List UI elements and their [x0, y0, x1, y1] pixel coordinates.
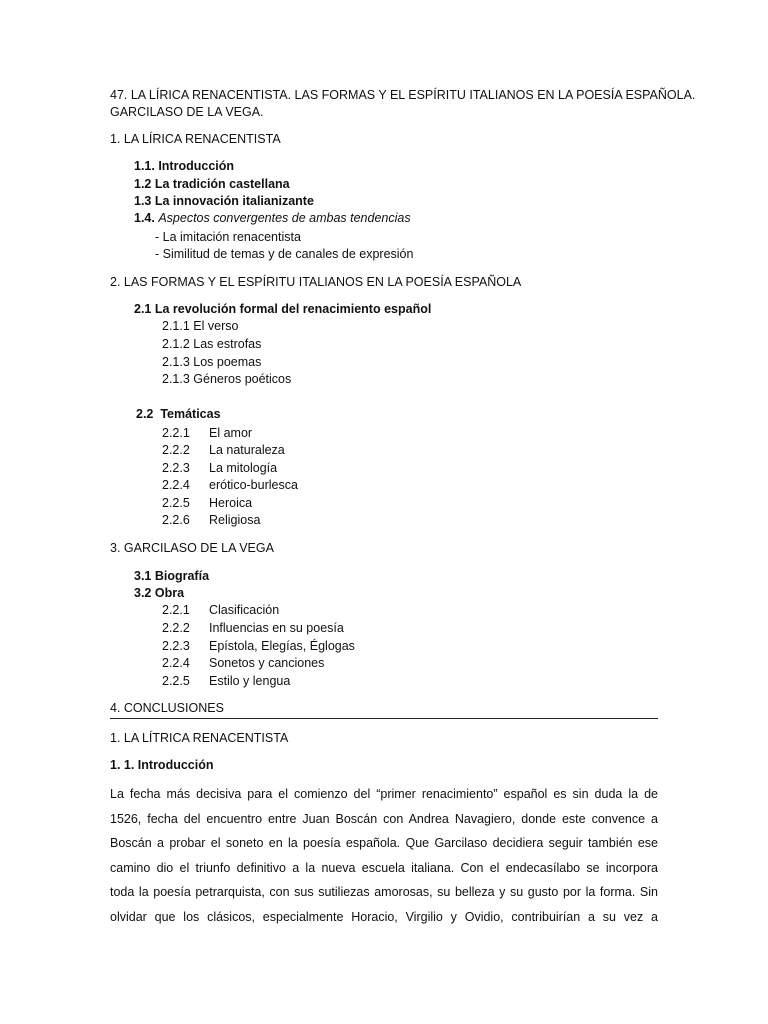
body-subheading: 1. 1. Introducción: [110, 758, 214, 772]
outline-section-2-heading: 2. LAS FORMAS Y EL ESPÍRITU ITALIANOS EN LA POESÍA ESPAÑOLA: [110, 275, 522, 289]
outline-item-1-3: 1.3 La innovación italianizante: [134, 194, 314, 208]
outline-subitem-imitacion: - La imitación renacentista: [155, 230, 301, 244]
outline-item-1-1: 1.1. Introducción: [134, 159, 235, 173]
paragraph-line: La fecha más decisiva para el comienzo del “primer renacimiento” español es sin duda la de: [110, 787, 658, 801]
outline-section-3-heading: 3. GARCILASO DE LA VEGA: [110, 541, 274, 555]
horizontal-divider: [110, 718, 658, 719]
outline-item-2-2-5: 2.2.5 Heroica: [162, 496, 253, 510]
outline-item-3-1: 3.1 Biografía: [134, 569, 210, 583]
outline-item-3-2-3: 2.2.3 Epístola, Elegías, Églogas: [162, 639, 355, 653]
outline-item-2-2-3: 2.2.3 La mitología: [162, 461, 278, 475]
outline-item-3-2-5: 2.2.5 Estilo y lengua: [162, 674, 291, 688]
outline-item-2-1-3b: 2.1.3 Géneros poéticos: [162, 372, 292, 386]
outline-item-3-2-2: 2.2.2 Influencias en su poesía: [162, 621, 344, 635]
outline-item-2-2-6: 2.2.6 Religiosa: [162, 513, 261, 527]
outline-item-2-1-2: 2.1.2 Las estrofas: [162, 337, 262, 351]
paragraph-line: toda la poesía petrarquista, con sus sutiliezas amorosas, su belleza y su gusto por la forma. Sin: [110, 885, 658, 899]
outline-section-1-heading: 1. LA LÍRICA RENACENTISTA: [110, 132, 281, 146]
outline-item-2-2: 2.2 Temáticas: [136, 407, 221, 421]
paragraph-line: Boscán a probar el soneto en la poesía española. Que Garcilaso decidiera seguir también ese: [110, 836, 658, 850]
document-title-line-2: GARCILASO DE LA VEGA.: [110, 105, 264, 119]
outline-item-3-2-4: 2.2.4 Sonetos y canciones: [162, 656, 325, 670]
paragraph-line: camino dio el triunfo definitivo a la nueva escuela italiana. Con el endecasílabo se incorpora: [110, 860, 658, 875]
outline-item-2-2-2: 2.2.2 La naturaleza: [162, 443, 285, 457]
outline-item-1-4-number: 1.4.: [134, 211, 155, 225]
outline-item-1-4: [134, 210, 411, 226]
outline-item-1-2: 1.2 La tradición castellana: [134, 177, 290, 191]
outline-item-1-4-text: Aspectos convergentes de ambas tendencias: [158, 211, 411, 225]
outline-item-2-2-4: 2.2.4 erótico-burlesca: [162, 478, 298, 492]
outline-item-2-1-1: 2.1.1 El verso: [162, 319, 239, 333]
body-paragraph: [110, 782, 658, 929]
outline-subitem-similitud: - Similitud de temas y de canales de expresión: [155, 247, 414, 261]
outline-item-2-1: 2.1 La revolución formal del renacimiento español: [134, 302, 432, 316]
document-title-line-1: 47. LA LÍRICA RENACENTISTA. LAS FORMAS Y EL ESPÍRITU ITALIANOS EN LA POESÍA ESPAÑOLA.: [110, 88, 696, 102]
outline-item-3-2-1: 2.2.1 Clasificación: [162, 603, 280, 617]
outline-section-4-heading: 4. CONCLUSIONES: [110, 701, 224, 715]
body-section-heading: 1. LA LÍTRICA RENACENTISTA: [110, 731, 289, 745]
paragraph-line: olvidar que los clásicos, especialmente Horacio, Virgilio y Ovidio, contribuirían a su vez a: [110, 909, 658, 924]
outline-item-2-2-1: 2.2.1 El amor: [162, 426, 253, 440]
outline-item-2-1-3: 2.1.3 Los poemas: [162, 355, 262, 369]
outline-item-3-2: 3.2 Obra: [134, 586, 185, 600]
paragraph-line: 1526, fecha del encuentro entre Juan Boscán con Andrea Navagiero, donde este convence a: [110, 811, 658, 826]
